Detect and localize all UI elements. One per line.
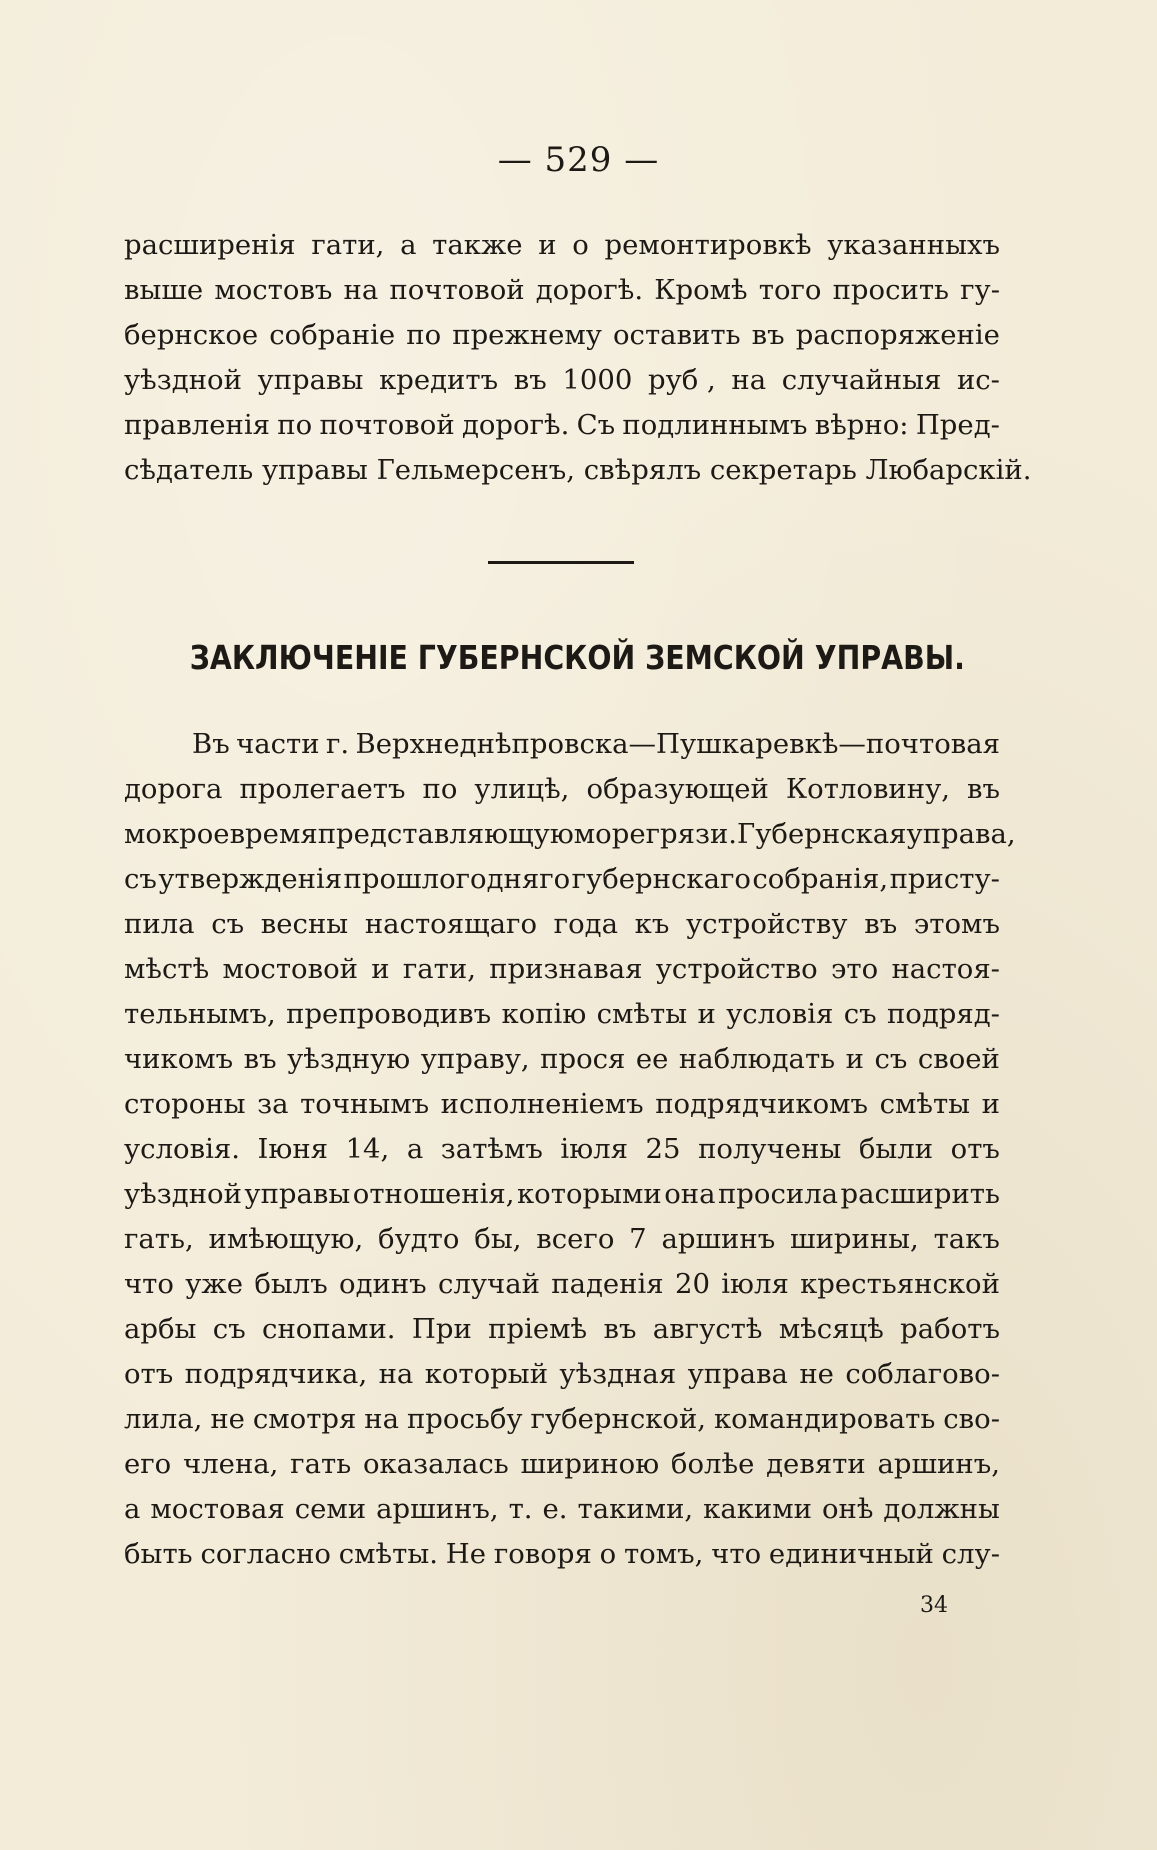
word: просьбу: [406, 1403, 523, 1435]
word: что: [124, 1268, 174, 1300]
word: томъ,: [623, 1538, 704, 1570]
word: отношенія,: [352, 1178, 515, 1210]
word: что: [711, 1538, 762, 1570]
word: это: [830, 953, 879, 985]
word: ширины,: [790, 1223, 919, 1255]
word: на: [364, 1403, 400, 1435]
text-line: [124, 1127, 1000, 1172]
word: управа: [687, 1358, 788, 1390]
word: расширить: [840, 1178, 1000, 1210]
word: снопами.: [262, 1313, 396, 1345]
text-line: [124, 1487, 1000, 1532]
word: не: [210, 1403, 245, 1435]
word: управы: [257, 364, 364, 396]
word: присту-: [889, 863, 1000, 895]
word: управу,: [420, 1043, 530, 1075]
word: аршинъ: [661, 1223, 776, 1255]
word: дорогѣ.: [461, 409, 570, 441]
word: правленія: [124, 409, 271, 441]
word: 20: [674, 1268, 710, 1300]
word: быть: [124, 1538, 193, 1570]
word: она: [664, 1178, 716, 1210]
word: расширенія: [124, 229, 296, 261]
word: мостовой: [222, 953, 358, 985]
word: бы,: [474, 1223, 522, 1255]
word: препроводивъ: [286, 998, 492, 1030]
printer-signature-mark: 34: [920, 1593, 948, 1618]
word: не: [799, 1358, 834, 1390]
word: былъ: [254, 1268, 328, 1300]
word: уѣздной: [124, 364, 242, 396]
word: случай: [437, 1268, 540, 1300]
word: этомъ: [913, 908, 1000, 940]
word: уѣздную: [287, 1043, 411, 1075]
word: съ: [124, 863, 157, 895]
word: съ: [212, 1313, 246, 1345]
word: августѣ: [652, 1313, 763, 1345]
word: съ: [211, 908, 245, 940]
page-number: — 529 —: [497, 140, 660, 180]
word: и: [697, 998, 716, 1030]
word: е.: [542, 1493, 568, 1525]
word: и: [538, 229, 557, 261]
word: гати,: [311, 229, 385, 261]
word: о: [572, 229, 589, 261]
word: о: [599, 1538, 617, 1570]
word: и: [845, 1043, 864, 1075]
word: оставить: [613, 319, 741, 351]
word: а: [124, 1493, 141, 1525]
word: 7: [629, 1223, 647, 1255]
word: года: [553, 908, 618, 940]
word: смѣты: [596, 998, 688, 1030]
text-line: [124, 767, 1000, 812]
word: просила: [717, 1178, 839, 1210]
text-line: [124, 268, 1000, 313]
word: сво-: [943, 1403, 1000, 1435]
word: Не: [445, 1538, 487, 1570]
word: подряд-: [886, 998, 1000, 1030]
word: При: [411, 1313, 472, 1345]
word: съ: [874, 1043, 908, 1075]
word: аршинъ,: [376, 1493, 499, 1525]
word: по: [277, 409, 313, 441]
word: указанныхъ: [827, 229, 1000, 261]
paragraph-conclusion: [124, 722, 1016, 1577]
word: также: [432, 229, 523, 261]
word: подрядчика,: [184, 1358, 368, 1390]
word: согласно: [200, 1538, 331, 1570]
word: одинъ: [339, 1268, 427, 1300]
word: дорога: [124, 773, 223, 805]
text-line: [124, 358, 1000, 403]
text-line: [124, 1442, 1000, 1487]
word: губернскаго: [571, 863, 751, 895]
section-heading: ЗАКЛЮЧЕНІЕ ГУБЕРНСКОЙ ЗЕМСКОЙ УПРАВЫ.: [189, 638, 965, 677]
text-line: [124, 1307, 1000, 1352]
word: собранія,: [752, 863, 889, 895]
word: пролегаетъ: [239, 773, 406, 805]
word: устройству: [686, 908, 848, 940]
word: выше: [124, 274, 204, 306]
text-line: [124, 223, 1000, 268]
word: распоряженіе: [795, 319, 1000, 351]
word: всего: [536, 1223, 615, 1255]
word: прошлогодняго: [343, 863, 571, 895]
word: руб ,: [647, 364, 716, 396]
word: стороны: [124, 1088, 246, 1120]
word: 14,: [345, 1133, 390, 1165]
word: въ: [603, 1313, 637, 1345]
word: а: [400, 229, 417, 261]
word: образующей: [586, 773, 769, 805]
word: на: [378, 1358, 414, 1390]
text-line: [124, 857, 1000, 902]
word: мостовая: [150, 1493, 285, 1525]
word: онѣ: [821, 1493, 874, 1525]
word: іюля: [560, 1133, 628, 1165]
word: 1000: [562, 364, 633, 396]
word: настоя-: [891, 953, 1000, 985]
word: дорогѣ.: [535, 274, 644, 306]
word: работъ: [900, 1313, 1000, 1345]
word: 25: [645, 1133, 681, 1165]
text-line: [124, 1037, 1000, 1082]
word: за: [257, 1088, 289, 1120]
word: Въ: [192, 728, 230, 760]
word: смотря: [252, 1403, 357, 1435]
word: оказалась: [362, 1448, 509, 1480]
word: съ: [843, 998, 877, 1030]
word: лила,: [124, 1403, 203, 1435]
word: море: [573, 818, 646, 850]
word: уѣздной: [124, 1178, 242, 1210]
word: Верхнеднѣпровска—Пушкаревкѣ—почтовая: [355, 728, 1000, 760]
word: кредитъ: [379, 364, 499, 396]
word: прежнему: [452, 319, 602, 351]
word: были: [858, 1133, 934, 1165]
word: сѣдатель управы Гельмерсенъ, свѣрялъ секретарь Любарскій.: [124, 454, 1032, 486]
text-line: [124, 403, 1000, 448]
word: гать,: [124, 1223, 194, 1255]
word: крестьянской: [800, 1268, 1000, 1300]
word: затѣмъ: [440, 1133, 543, 1165]
word: Іюня: [257, 1133, 329, 1165]
word: случайныя: [781, 364, 942, 396]
word: и: [371, 953, 390, 985]
word: чикомъ: [124, 1043, 234, 1075]
word: говоря: [493, 1538, 592, 1570]
word: уже: [185, 1268, 244, 1300]
word: почтовой: [319, 409, 455, 441]
word: шириною: [520, 1448, 660, 1480]
word: копію: [501, 998, 587, 1030]
word: своей: [917, 1043, 1000, 1075]
text-line: [124, 947, 1000, 992]
word: на: [731, 364, 767, 396]
word: т.: [508, 1493, 533, 1525]
word: Съ: [576, 409, 616, 441]
text-line: [124, 1262, 1000, 1307]
word: члена,: [183, 1448, 279, 1480]
word: собраніе: [269, 319, 396, 351]
word: улицѣ,: [474, 773, 570, 805]
word: отъ: [124, 1358, 174, 1390]
word: паденія: [551, 1268, 664, 1300]
word: ремонтировкѣ: [604, 229, 812, 261]
word: ее: [635, 1043, 669, 1075]
word: представляющую: [317, 818, 574, 850]
word: смѣты: [879, 1088, 971, 1120]
word: какими: [703, 1493, 812, 1525]
word: мокрое: [124, 818, 230, 850]
word: арбы: [124, 1313, 197, 1345]
word: ис-: [956, 364, 1000, 396]
word: того: [758, 274, 822, 306]
word: части: [236, 728, 320, 760]
word: Пред-: [915, 409, 1000, 441]
text-line: [124, 1532, 1000, 1577]
word: почтовой: [389, 274, 525, 306]
text-line: [124, 1352, 1000, 1397]
text-line: [124, 1172, 1000, 1217]
word: прося: [540, 1043, 626, 1075]
word: будто: [378, 1223, 460, 1255]
text-line: [124, 1217, 1000, 1262]
text-line: [124, 1082, 1000, 1127]
section-separator-rule: [488, 561, 634, 564]
word: на: [343, 274, 379, 306]
word: условія: [726, 998, 834, 1030]
word: командировать: [713, 1403, 936, 1435]
text-line: [124, 902, 1000, 947]
word: утвержденія: [158, 863, 343, 895]
word: такими,: [577, 1493, 694, 1525]
word: мостовъ: [214, 274, 333, 306]
word: девяти: [766, 1448, 866, 1480]
word: наблюдать: [678, 1043, 836, 1075]
word: пила: [124, 908, 195, 940]
word: слу-: [941, 1538, 1000, 1570]
word: бернское: [124, 319, 259, 351]
word: Губернская: [737, 818, 907, 850]
word: подлиннымъ: [622, 409, 808, 441]
word: весны: [260, 908, 349, 940]
word: Кромѣ: [654, 274, 748, 306]
text-line: [124, 1397, 1000, 1442]
word: такъ: [933, 1223, 1000, 1255]
text-line: [124, 313, 1000, 358]
word: гать: [290, 1448, 352, 1480]
word: Котловину,: [785, 773, 950, 805]
word: исполненіемъ: [440, 1088, 644, 1120]
word: время: [229, 818, 318, 850]
word: гу-: [960, 274, 1000, 306]
word: тельнымъ,: [124, 998, 276, 1030]
word: по: [422, 773, 458, 805]
word: отъ: [950, 1133, 1000, 1165]
word: управы: [244, 1178, 351, 1210]
word: точнымъ: [300, 1088, 430, 1120]
word: гати,: [402, 953, 476, 985]
word: а: [406, 1133, 424, 1165]
word: должны: [883, 1493, 1000, 1525]
word: въ: [513, 364, 547, 396]
word: устройство: [655, 953, 818, 985]
word: пріемѣ: [488, 1313, 588, 1345]
text-line: [124, 448, 1032, 493]
text-line: [124, 992, 1000, 1037]
word: имѣющую,: [208, 1223, 364, 1255]
word: въ: [967, 773, 1000, 805]
word: въ: [751, 319, 785, 351]
word: семи: [294, 1493, 367, 1525]
word: г.: [325, 728, 350, 760]
word: единичный: [768, 1538, 934, 1570]
word: болѣе: [670, 1448, 755, 1480]
word: вѣрно:: [814, 409, 909, 441]
word: просить: [832, 274, 949, 306]
word: губернской,: [530, 1403, 707, 1435]
word: который: [424, 1358, 549, 1390]
word: смѣты.: [338, 1538, 438, 1570]
paragraph-previous-continuation: [124, 223, 1032, 493]
word: соблагово-: [845, 1358, 1000, 1390]
word: по: [406, 319, 442, 351]
word: мѣсяцѣ: [778, 1313, 884, 1345]
word: аршинъ,: [877, 1448, 1000, 1480]
word: настоящаго: [364, 908, 537, 940]
word: управа,: [906, 818, 1016, 850]
word: іюля: [721, 1268, 789, 1300]
word: и: [981, 1088, 1000, 1120]
word: мѣстѣ: [124, 953, 210, 985]
word: которыми: [516, 1178, 662, 1210]
word: условія.: [124, 1133, 240, 1165]
word: въ: [243, 1043, 277, 1075]
text-line: [124, 722, 1000, 767]
word: въ: [864, 908, 898, 940]
word: его: [124, 1448, 172, 1480]
word: признавая: [489, 953, 643, 985]
word: грязи.: [645, 818, 738, 850]
word: получены: [698, 1133, 842, 1165]
word: подрядчикомъ: [655, 1088, 869, 1120]
word: уѣздная: [559, 1358, 677, 1390]
word: къ: [634, 908, 670, 940]
text-line: [124, 812, 1016, 857]
